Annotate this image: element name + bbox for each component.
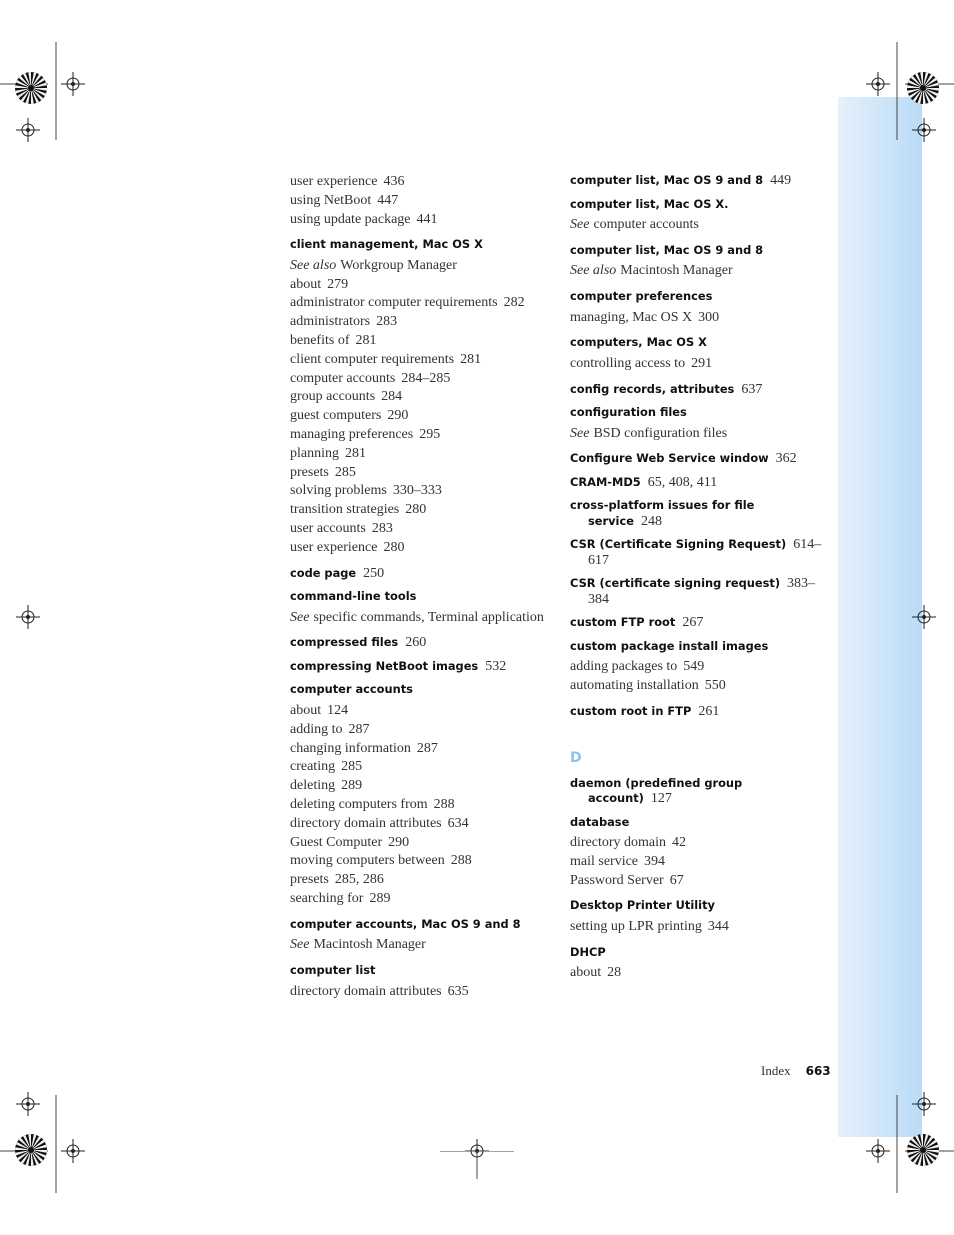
page-reference: 248	[640, 513, 662, 529]
subentry-text: Guest Computer	[290, 834, 383, 850]
term-text: custom root in FTP	[570, 704, 692, 719]
page-reference: 261	[698, 704, 720, 720]
term-text: compressed files	[290, 635, 399, 650]
page-reference: 281	[460, 351, 482, 367]
page-reference: 279	[327, 276, 349, 292]
subentry-text: directory domain	[570, 835, 667, 851]
page-reference: 330–333	[392, 483, 442, 499]
page-reference: 124	[327, 702, 349, 718]
term-text: computers, Mac OS X	[570, 335, 707, 350]
page-reference: 284–285	[401, 370, 451, 386]
page-reference: 635	[447, 983, 469, 999]
cross-reference-label: See	[570, 425, 590, 441]
subentry-text: user experience	[290, 174, 378, 189]
registration-crosshair-icon	[866, 1139, 890, 1163]
subentry-text: mail service	[570, 853, 639, 869]
subentry-text: using update package	[290, 211, 411, 227]
page-reference: 283	[371, 521, 393, 537]
page-reference: 281	[345, 445, 366, 461]
sunburst-registration-icon	[905, 1132, 941, 1168]
term-text: code page	[290, 565, 357, 580]
subentry-text: about	[290, 276, 322, 292]
sunburst-registration-icon	[13, 70, 49, 106]
page-reference: 637	[741, 381, 763, 397]
page-reference: 284	[381, 389, 403, 405]
term-text: database	[570, 814, 630, 829]
page-reference: 28	[607, 965, 622, 981]
term-text: CRAM-MD5	[570, 474, 641, 489]
term-text: compressing NetBoot images	[290, 658, 479, 673]
subentry-text: group accounts	[290, 389, 376, 405]
subentry-text: computer accounts	[290, 370, 396, 386]
page-reference: 280	[383, 539, 405, 555]
subentry-text: benefits of	[290, 333, 350, 349]
subentry-text: presets	[290, 872, 329, 888]
page-reference: 285, 286	[334, 872, 384, 888]
term-text: client management, Mac OS X	[290, 237, 483, 252]
page-reference: 280	[405, 502, 427, 518]
subentry-text: Macintosh Manager	[620, 263, 733, 279]
term-text: custom FTP root	[570, 615, 676, 630]
page-reference: 295	[419, 427, 441, 443]
subentry-text: planning	[290, 445, 339, 461]
page-reference: 42	[672, 835, 687, 851]
center-trim-line	[440, 1151, 514, 1179]
cross-reference-label: See	[290, 609, 310, 625]
term-text: computer accounts, Mac OS 9 and 8	[290, 916, 521, 931]
cross-reference-label: See also	[290, 257, 337, 273]
subentry-text: creating	[290, 759, 336, 775]
subentry-text: about	[290, 702, 322, 718]
page-reference: 441	[416, 211, 438, 227]
subentry-text: automating installation	[570, 678, 699, 694]
term-text: daemon (predefined group account)	[570, 775, 743, 806]
page-reference: 634	[447, 815, 469, 831]
subentry-text: controlling access to	[570, 355, 686, 371]
subentry-text: about	[570, 965, 602, 981]
registration-crosshair-icon	[912, 605, 936, 629]
subentry-text: solving problems	[290, 483, 387, 499]
registration-crosshair-icon	[912, 118, 936, 142]
subentry-text: user experience	[290, 539, 378, 555]
term-text: DHCP	[570, 944, 606, 959]
page-reference: 260	[405, 635, 427, 651]
page-reference: 344	[707, 918, 729, 934]
term-text: computer accounts	[290, 682, 413, 697]
registration-crosshair-icon	[16, 1092, 40, 1116]
page-reference: 288	[433, 796, 455, 812]
term-text: computer preferences	[570, 289, 713, 304]
page-reference: 250	[363, 565, 385, 581]
term-text: computer list, Mac OS 9 and 8	[570, 242, 764, 257]
page-reference: 290	[388, 834, 410, 850]
page-reference: 447	[377, 192, 399, 208]
registration-crosshair-icon	[16, 605, 40, 629]
page-reference: 283	[376, 314, 398, 330]
subentry-text: Workgroup Manager	[340, 257, 457, 273]
page-number: 663	[805, 1064, 831, 1078]
page-reference: 362	[775, 451, 797, 467]
page-reference: 267	[682, 615, 704, 631]
term-text: config records, attributes	[570, 381, 735, 396]
term-text: computer list, Mac OS 9 and 8	[570, 173, 764, 187]
subentry-text: moving computers between	[290, 853, 445, 869]
page-reference: 436	[383, 174, 405, 189]
term-text: Desktop Printer Utility	[570, 898, 715, 913]
subentry-text: administrator computer requirements	[290, 295, 498, 311]
sunburst-registration-icon	[905, 70, 941, 106]
subentry-text: changing information	[290, 740, 411, 756]
subentry-text: adding packages to	[570, 659, 678, 675]
subentry-text: transition strategies	[290, 502, 400, 518]
page-reference: 288	[450, 853, 472, 869]
section-letter: D	[570, 749, 582, 766]
term-text: command-line tools	[290, 589, 417, 604]
subentry-text: specific commands, Terminal application	[313, 609, 544, 625]
page-reference: 394	[644, 853, 666, 869]
footer-label: Index	[761, 1063, 791, 1078]
subentry-text: presets	[290, 464, 329, 480]
subentry-text: user accounts	[290, 521, 366, 537]
term-text: CSR (certificate signing request)	[570, 576, 781, 591]
registration-crosshair-icon	[912, 1092, 936, 1116]
page-reference: 287	[348, 721, 370, 737]
page-reference: 549	[683, 659, 705, 675]
page-reference: 289	[369, 890, 391, 906]
subentry-text: client computer requirements	[290, 351, 455, 367]
term-text: CSR (Certificate Signing Request)	[570, 537, 787, 552]
subentry-text: setting up LPR printing	[570, 918, 702, 934]
registration-crosshair-icon	[61, 1139, 85, 1163]
page-reference: 285	[334, 464, 356, 480]
registration-crosshair-icon	[61, 72, 85, 96]
subentry-text: BSD configuration files	[593, 425, 728, 441]
page-reference: 67	[669, 872, 684, 888]
page-reference: 281	[355, 333, 377, 349]
cross-reference-label: See	[570, 217, 590, 232]
page-reference: 290	[387, 408, 409, 424]
subentry-text: directory domain attributes	[290, 983, 442, 999]
cross-reference-label: See	[290, 937, 310, 953]
registration-crosshair-icon	[866, 72, 890, 96]
page-reference: 289	[341, 778, 363, 794]
page-reference: 127	[650, 791, 672, 807]
term-text: cross-platform issues for file service	[570, 498, 755, 528]
subentry-text: guest computers	[290, 408, 382, 424]
subentry-text: adding to	[290, 721, 343, 737]
page-reference: 285	[341, 759, 363, 775]
page-reference: 65, 408, 411	[647, 474, 718, 490]
term-text: computer list	[290, 963, 376, 977]
registration-crosshair-icon	[16, 118, 40, 142]
subentry-text: managing, Mac OS X	[570, 309, 693, 325]
page-reference: 532	[485, 658, 507, 674]
subentry-text: Macintosh Manager	[313, 937, 426, 953]
subentry-text: Password Server	[570, 872, 664, 888]
term-text: custom package install images	[570, 638, 769, 653]
term-text: configuration files	[570, 405, 687, 420]
subentry-text: deleting	[290, 778, 336, 794]
page-reference: 287	[416, 740, 438, 756]
cross-reference-label: See also	[570, 263, 617, 279]
page-reference: 282	[503, 295, 525, 311]
page-reference: 291	[691, 355, 713, 371]
subentry-text: deleting computers from	[290, 796, 428, 812]
page-reference: 614–617	[588, 537, 822, 568]
page-reference: 383–384	[588, 576, 816, 607]
sunburst-registration-icon	[13, 1132, 49, 1168]
page-reference: 449	[770, 173, 792, 188]
subentry-text: using NetBoot	[290, 192, 372, 208]
subentry-text: directory domain attributes	[290, 815, 442, 831]
subentry-text: searching for	[290, 890, 364, 906]
subentry-text: managing preferences	[290, 427, 414, 443]
page-reference: 300	[698, 309, 720, 325]
subentry-text: administrators	[290, 314, 371, 330]
term-text: Configure Web Service window	[570, 451, 769, 466]
subentry-text: computer accounts	[593, 217, 699, 232]
term-text: computer list, Mac OS X.	[570, 196, 729, 211]
page-reference: 550	[704, 678, 726, 694]
